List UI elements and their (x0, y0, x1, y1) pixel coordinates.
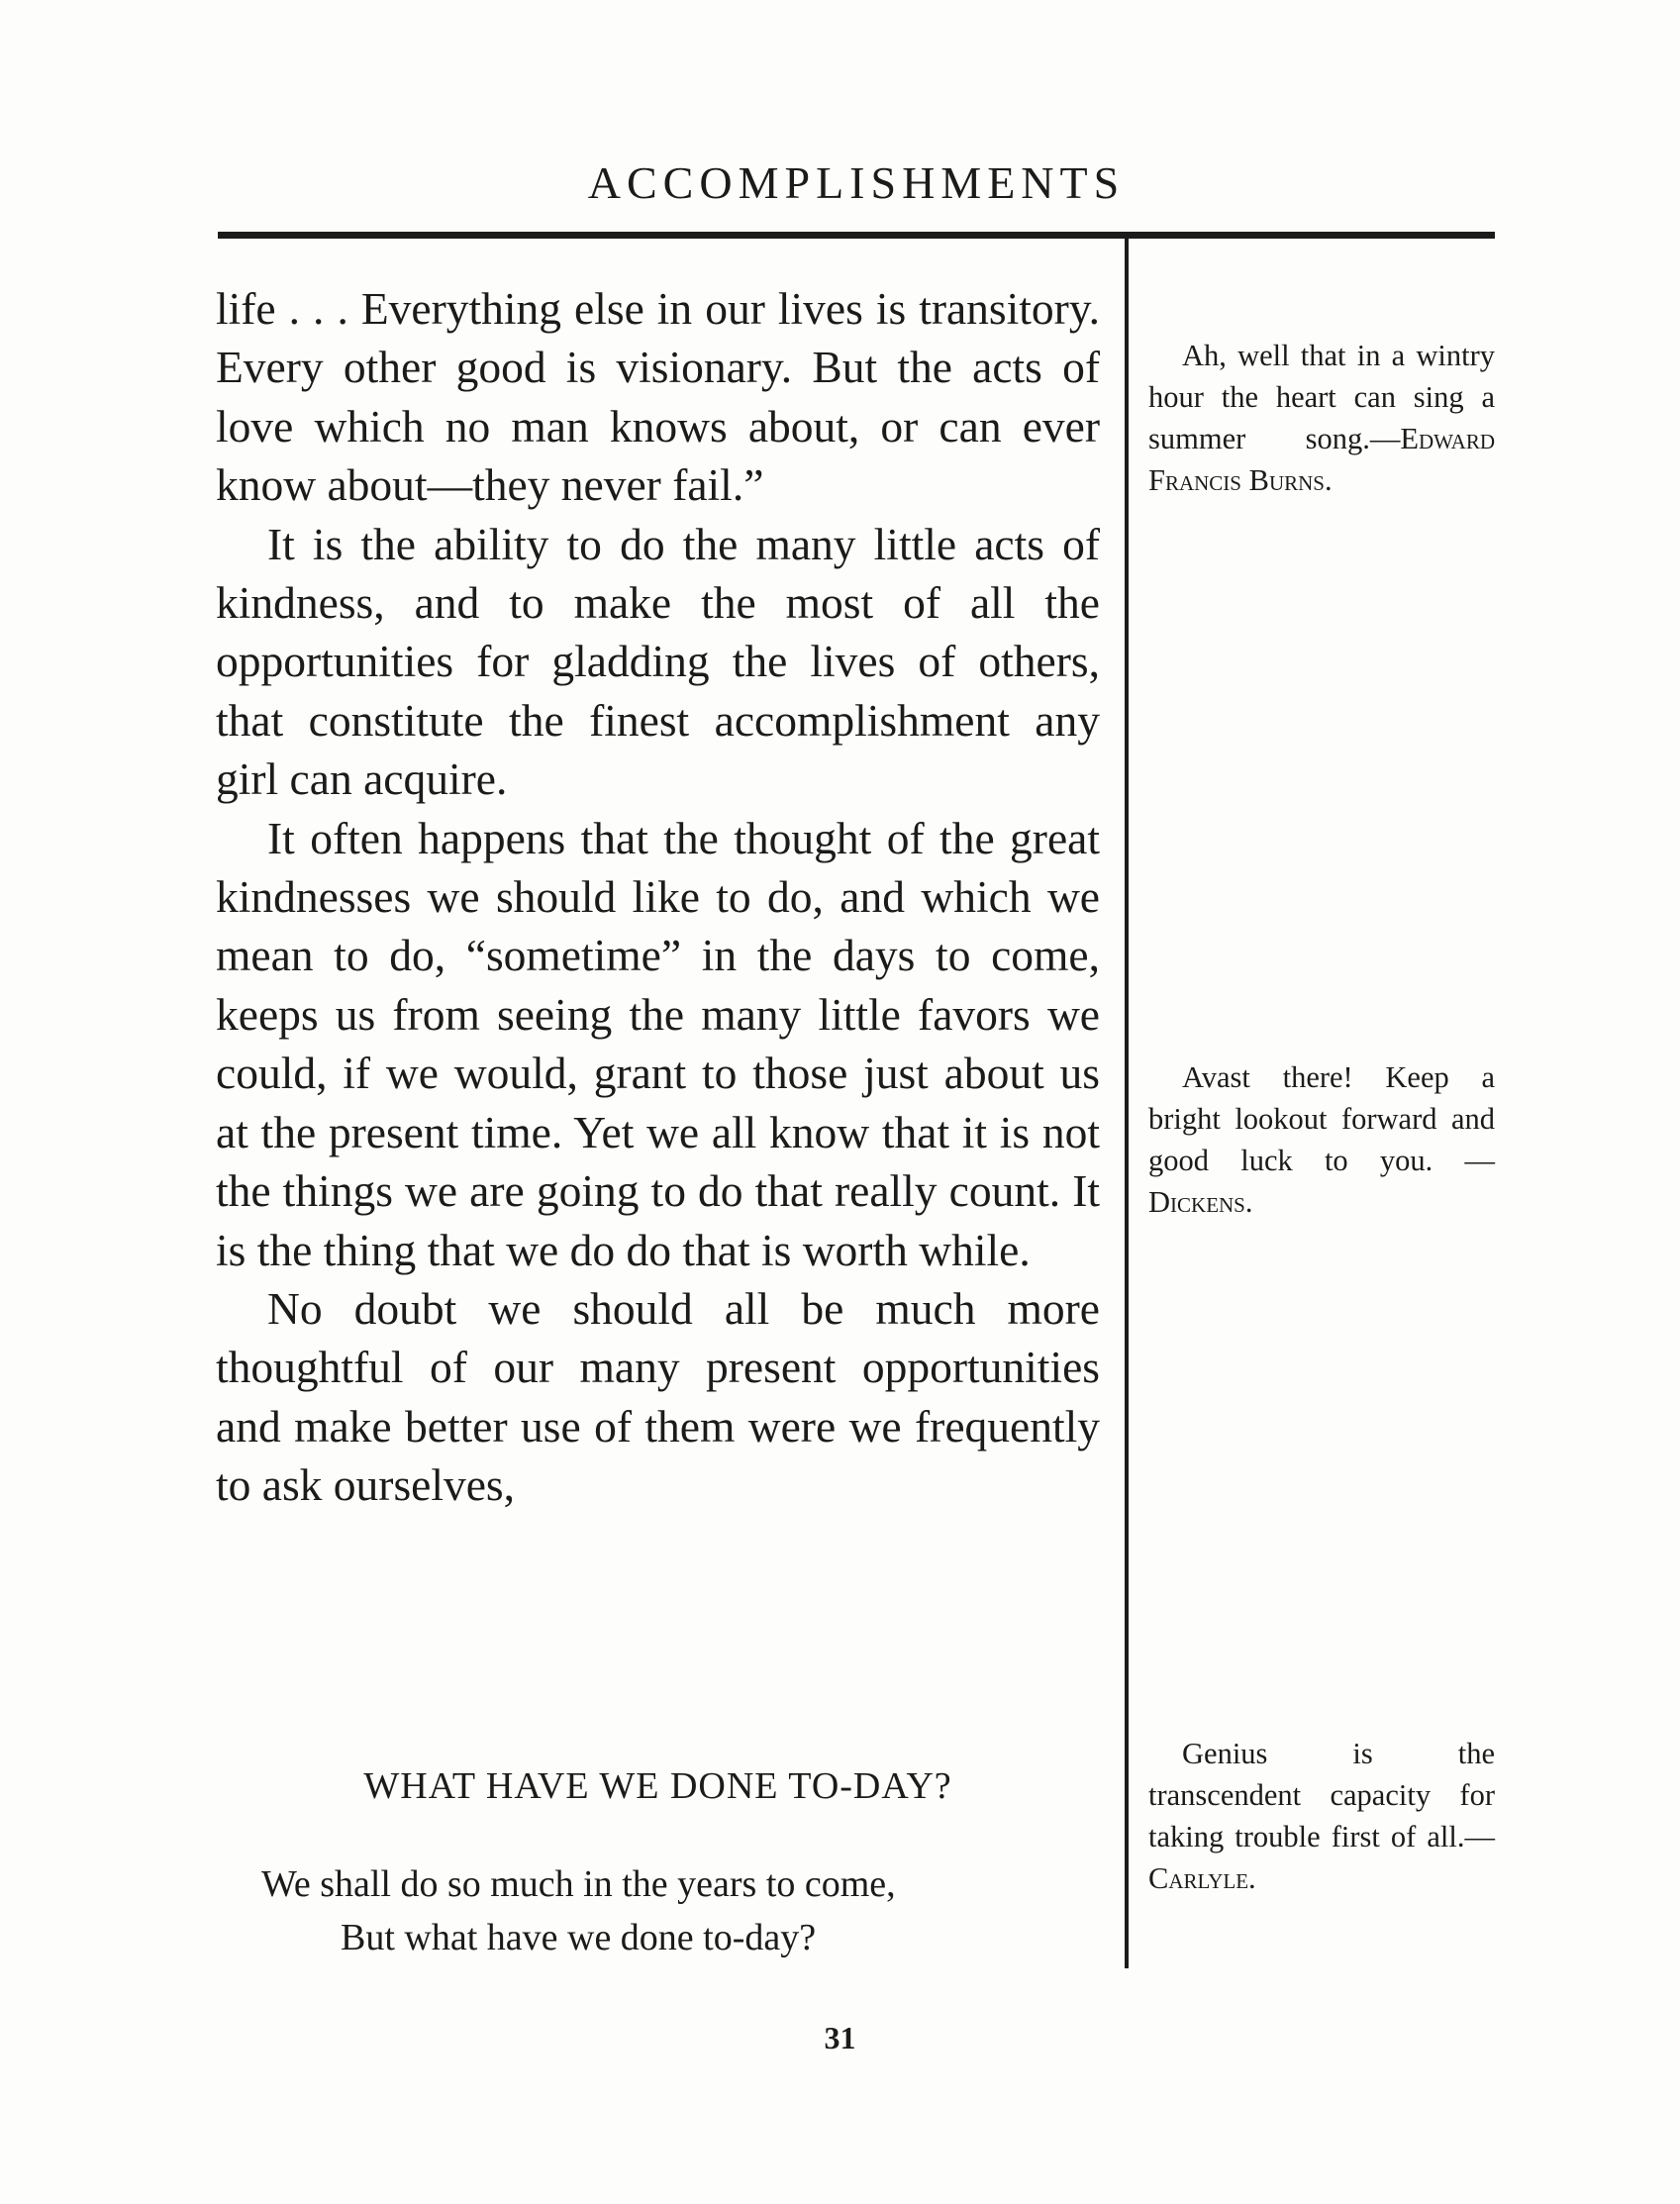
sidebar-quote-2 (1148, 1056, 1495, 1223)
paragraph-4: No doubt we should all be much more thoughtful of our many present opportunities and make better use of them were we frequently to ask ourselves, (216, 1282, 1100, 1511)
running-title: ACCOMPLISHMENTS (587, 157, 1126, 208)
poem-verse (261, 1857, 896, 1964)
quote-author: Edward Francis Burns. (1148, 422, 1495, 497)
page-number: 31 (824, 2020, 856, 2055)
header-rule (218, 232, 1495, 239)
sidebar-quote-1 (1148, 335, 1495, 501)
verse-line-2: But what have we done to-day? (341, 1917, 817, 1958)
main-text-column (216, 279, 1100, 1515)
verse-line-1: We shall do so much in the years to come, (261, 1863, 896, 1905)
quote-text: Ah, well that in a wintry hour the heart can sing a summer song.— (1148, 339, 1495, 455)
paragraph-1: life . . . Everything else in our lives is transitory. Every other good is visionary. But the acts of love which no man knows about, or can ever know about—they never fail.” (216, 283, 1100, 511)
quote-author: Carlyle. (1148, 1861, 1256, 1895)
quote-text: Avast there! Keep a bright lookout forward and good luck to you. — (1148, 1060, 1495, 1177)
paragraph-3: It often happens that the thought of the great kindnesses we should like to do, and which we mean to do, “sometime” in the days to come, keeps us from seeing the many little favors we could, if we would, grant to those just about us at the present time. Yet we all know that it is not the things we are going to do that really count. It is the thing that we do do that is worth while. (216, 812, 1100, 1275)
paragraph-2: It is the ability to do the many little acts of kindness, and to make the most of all the opportunities for gladding the lives of others, that constitute the finest accomplishment any girl can acquire. (216, 518, 1100, 805)
quote-author: Dickens. (1148, 1185, 1253, 1219)
sidebar-quote-3 (1148, 1733, 1495, 1899)
poem-title: WHAT HAVE WE DONE TO-DAY? (363, 1765, 952, 1807)
column-divider (1125, 236, 1129, 1968)
quote-text: Genius is the transcendent capacity for taking trouble first of all.— (1148, 1737, 1495, 1853)
